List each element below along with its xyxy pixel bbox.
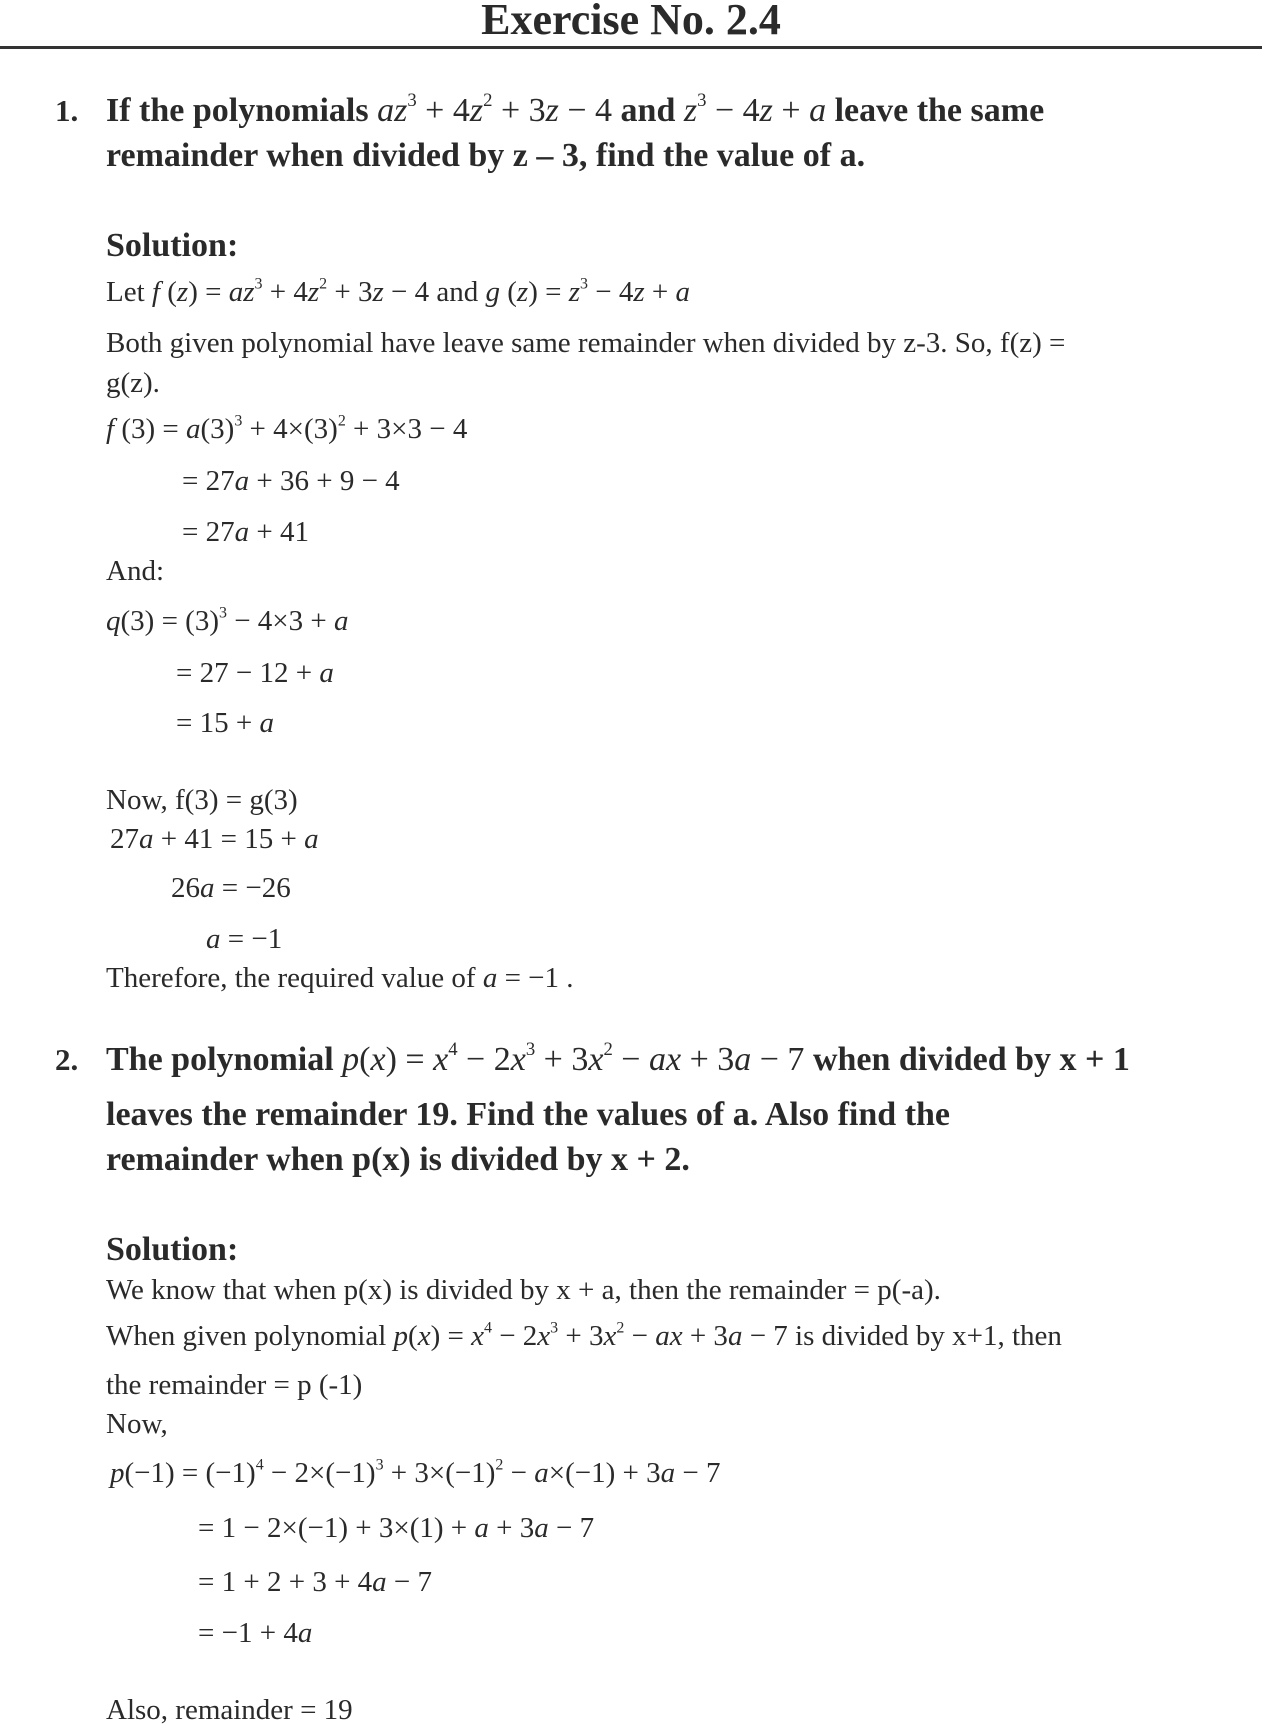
text-segment: + bbox=[644, 276, 676, 308]
math-variable: z bbox=[176, 276, 189, 308]
math-variable: a bbox=[234, 516, 250, 548]
text-segment: If the polynomials bbox=[106, 92, 378, 129]
superscript: 3 bbox=[550, 1319, 559, 1337]
text-segment: ( bbox=[359, 1041, 371, 1078]
math-variable: z bbox=[469, 92, 484, 129]
math-variable: x bbox=[537, 1320, 551, 1352]
text-segment: = −26 bbox=[214, 872, 291, 904]
question-number: 1. bbox=[55, 93, 79, 128]
math-variable: a bbox=[474, 1512, 489, 1544]
math-variable: az bbox=[228, 276, 255, 308]
math-variable: a bbox=[297, 1617, 313, 1649]
text-segment: = −1 bbox=[220, 923, 283, 955]
math-variable: x bbox=[603, 1320, 617, 1352]
text-segment: and bbox=[612, 92, 684, 129]
math-variable: a bbox=[727, 1320, 743, 1352]
text-segment: − 7 is divided by x+1, then bbox=[742, 1320, 1062, 1352]
superscript: 2 bbox=[337, 412, 346, 430]
solution-heading: Solution: bbox=[106, 1231, 239, 1268]
solution-line bbox=[106, 958, 574, 998]
superscript: 3 bbox=[580, 275, 588, 293]
math-variable: z bbox=[516, 276, 529, 308]
math-variable: x bbox=[433, 1041, 449, 1078]
solution-line bbox=[198, 1562, 432, 1602]
text-segment: + 3 bbox=[327, 276, 373, 308]
math-variable: a bbox=[534, 1457, 549, 1489]
superscript: 4 bbox=[255, 1456, 264, 1474]
math-variable: z bbox=[372, 276, 384, 308]
text-segment: remainder when divided by z – 3, find the value of a. bbox=[106, 137, 866, 174]
text-segment: We know that when p(x) is divided by x + a, then the remainder = p(-a). bbox=[106, 1274, 941, 1306]
text-segment: ) = bbox=[188, 276, 229, 308]
text-segment: + 3 bbox=[682, 1320, 728, 1352]
solution-line bbox=[182, 512, 309, 552]
text-segment: − 7 bbox=[548, 1512, 595, 1544]
question-text-line bbox=[106, 1140, 690, 1180]
text-segment: Now, f(3) = g(3) bbox=[106, 784, 298, 816]
text-segment: = 27 − 12 + bbox=[176, 657, 320, 689]
text-segment: Both given polynomial have leave same remainder when divided by z-3. So, f(z) = bbox=[106, 327, 1066, 359]
question-number: 2. bbox=[55, 1042, 79, 1077]
math-variable: z bbox=[633, 276, 645, 308]
text-segment: ) = bbox=[385, 1041, 434, 1078]
text-segment: + 41 = 15 + bbox=[153, 823, 305, 855]
math-variable: q bbox=[106, 605, 121, 637]
text-segment: = 27 bbox=[182, 516, 235, 548]
math-variable: x bbox=[370, 1041, 386, 1078]
math-variable: g bbox=[485, 276, 500, 308]
text-segment: (−1) = (−1) bbox=[124, 1457, 256, 1489]
text-segment: The polynomial bbox=[106, 1041, 343, 1078]
text-segment: − 7 bbox=[751, 1041, 813, 1078]
text-segment: + 3×3 − 4 bbox=[345, 413, 468, 445]
text-segment: (3) bbox=[200, 413, 235, 445]
text-segment: − 2 bbox=[457, 1041, 511, 1078]
solution-line bbox=[171, 868, 291, 908]
math-variable: x bbox=[510, 1041, 526, 1078]
solution-line bbox=[198, 1613, 312, 1653]
superscript: 3 bbox=[218, 604, 227, 622]
text-segment: ) = bbox=[430, 1320, 472, 1352]
text-segment: when divided by x + 1 bbox=[812, 1041, 1130, 1078]
question-text-line bbox=[106, 91, 1044, 131]
text-segment: + 3 bbox=[535, 1041, 589, 1078]
text-segment: ( bbox=[408, 1320, 418, 1352]
superscript: 3 bbox=[407, 90, 417, 112]
text-segment: 27 bbox=[110, 823, 139, 855]
text-segment: ×(−1) + 3 bbox=[548, 1457, 661, 1489]
superscript: 3 bbox=[234, 412, 243, 430]
text-segment: + 3 bbox=[492, 92, 546, 129]
solution-line bbox=[176, 703, 274, 743]
solution-line bbox=[106, 780, 298, 820]
text-segment: + 3×(−1) bbox=[383, 1457, 496, 1489]
solution-line bbox=[206, 919, 282, 959]
math-variable: a bbox=[200, 872, 215, 904]
solution-line bbox=[106, 601, 349, 641]
text-segment: − 2 bbox=[491, 1320, 538, 1352]
superscript: 4 bbox=[448, 1039, 458, 1061]
text-segment: Now, bbox=[106, 1408, 168, 1440]
text-segment: Also, remainder = 19 bbox=[106, 1694, 353, 1726]
math-variable: a bbox=[319, 657, 334, 689]
solution-line bbox=[106, 1270, 941, 1310]
text-segment: = 1 + 2 + 3 + 4 bbox=[198, 1566, 373, 1598]
text-segment: When given polynomial bbox=[106, 1320, 394, 1352]
page-title: Exercise No. 2.4 bbox=[481, 0, 781, 44]
math-variable: z bbox=[759, 92, 773, 129]
text-segment: + 4×(3) bbox=[242, 413, 338, 445]
solution-line bbox=[110, 1453, 721, 1493]
math-variable: z bbox=[545, 92, 559, 129]
text-segment: + 3 bbox=[558, 1320, 604, 1352]
math-variable: a bbox=[139, 823, 154, 855]
superscript: 3 bbox=[697, 90, 707, 112]
text-segment: = −1 . bbox=[497, 962, 574, 994]
math-variable: az bbox=[377, 92, 408, 129]
math-variable: x bbox=[417, 1320, 431, 1352]
math-variable: ax bbox=[648, 1041, 682, 1078]
text-segment: + 4 bbox=[262, 276, 308, 308]
math-variable: a bbox=[304, 823, 319, 855]
text-segment: leave the same bbox=[826, 92, 1045, 129]
math-variable: f bbox=[151, 276, 160, 308]
math-variable: ax bbox=[655, 1320, 683, 1352]
math-variable: x bbox=[471, 1320, 484, 1352]
text-segment: Let bbox=[106, 276, 152, 308]
solution-line bbox=[198, 1508, 594, 1548]
text-segment: leaves the remainder 19. Find the values of a. Also find the bbox=[106, 1096, 951, 1133]
solution-line bbox=[106, 272, 690, 312]
text-segment: − bbox=[624, 1320, 656, 1352]
text-segment: + bbox=[772, 92, 810, 129]
math-variable: a bbox=[734, 1041, 752, 1078]
text-segment: − 4 bbox=[706, 92, 760, 129]
solution-line bbox=[106, 1365, 362, 1405]
text-segment: − 4×3 + bbox=[226, 605, 335, 637]
text-segment: − 7 bbox=[675, 1457, 721, 1489]
text-segment: − 2×(−1) bbox=[263, 1457, 376, 1489]
superscript: 2 bbox=[603, 1039, 613, 1061]
text-segment: = −1 + 4 bbox=[198, 1617, 298, 1649]
math-variable: p bbox=[110, 1457, 125, 1489]
text-segment: ( bbox=[499, 276, 517, 308]
math-variable: a bbox=[206, 923, 221, 955]
text-segment: − 7 bbox=[386, 1566, 433, 1598]
math-variable: z bbox=[568, 276, 581, 308]
title-divider bbox=[0, 46, 1262, 49]
math-variable: a bbox=[809, 92, 827, 129]
superscript: 3 bbox=[254, 275, 263, 293]
text-segment: + 36 + 9 − 4 bbox=[249, 465, 400, 497]
text-segment: − 4 bbox=[587, 276, 634, 308]
solution-line bbox=[110, 819, 319, 859]
text-segment: + 3 bbox=[488, 1512, 535, 1544]
math-variable: p bbox=[342, 1041, 360, 1078]
text-segment: + 3 bbox=[681, 1041, 735, 1078]
solution-line bbox=[106, 409, 467, 449]
math-variable: a bbox=[675, 276, 690, 308]
math-variable: a bbox=[372, 1566, 387, 1598]
superscript: 2 bbox=[319, 275, 328, 293]
math-variable: a bbox=[185, 413, 201, 445]
text-segment: ) = bbox=[528, 276, 569, 308]
math-variable: a bbox=[660, 1457, 676, 1489]
text-segment: − bbox=[503, 1457, 535, 1489]
math-variable: a bbox=[534, 1512, 549, 1544]
math-variable: z bbox=[307, 276, 320, 308]
text-segment: Therefore, the required value of bbox=[106, 962, 483, 994]
superscript: 3 bbox=[525, 1039, 536, 1061]
math-variable: a bbox=[234, 465, 250, 497]
math-variable: a bbox=[334, 605, 349, 637]
question-text-line bbox=[106, 1095, 950, 1135]
text-segment: = 27 bbox=[182, 465, 235, 497]
text-segment: + 4 bbox=[416, 92, 470, 129]
text-segment: − 4 bbox=[558, 92, 613, 129]
solution-line bbox=[176, 653, 334, 693]
text-segment: g(z). bbox=[106, 367, 160, 399]
superscript: 3 bbox=[375, 1456, 384, 1474]
math-variable: x bbox=[588, 1041, 604, 1078]
text-segment: = 15 + bbox=[176, 707, 260, 739]
text-segment: remainder when p(x) is divided by x + 2. bbox=[106, 1141, 690, 1178]
math-variable: p bbox=[393, 1320, 409, 1352]
solution-line bbox=[106, 1690, 353, 1730]
text-segment: (3) = bbox=[114, 413, 186, 445]
superscript: 4 bbox=[483, 1319, 492, 1337]
text-segment: the remainder = p (-1) bbox=[106, 1369, 363, 1401]
text-segment: And: bbox=[106, 555, 164, 587]
math-variable: a bbox=[259, 707, 274, 739]
superscript: 2 bbox=[483, 90, 493, 112]
math-variable: z bbox=[683, 92, 698, 129]
math-variable: f bbox=[106, 413, 115, 445]
text-segment: ( bbox=[159, 276, 177, 308]
text-segment: + 41 bbox=[249, 516, 309, 548]
solution-line bbox=[106, 551, 164, 591]
text-segment: (3) = (3) bbox=[120, 605, 219, 637]
superscript: 2 bbox=[616, 1319, 625, 1337]
superscript: 2 bbox=[495, 1456, 504, 1474]
solution-line bbox=[106, 363, 160, 403]
text-segment: − bbox=[612, 1041, 649, 1078]
text-segment: = 1 − 2×(−1) + 3×(1) + bbox=[198, 1512, 475, 1544]
math-variable: a bbox=[482, 962, 498, 994]
solution-line bbox=[106, 323, 1065, 363]
text-segment: − 4 and bbox=[383, 276, 486, 308]
text-segment: 26 bbox=[171, 872, 200, 904]
solution-line bbox=[106, 1404, 168, 1444]
solution-line bbox=[182, 461, 400, 501]
question-text-line bbox=[106, 1040, 1130, 1080]
solution-line bbox=[106, 1316, 1062, 1356]
question-text-line bbox=[106, 136, 865, 176]
solution-heading: Solution: bbox=[106, 227, 239, 264]
